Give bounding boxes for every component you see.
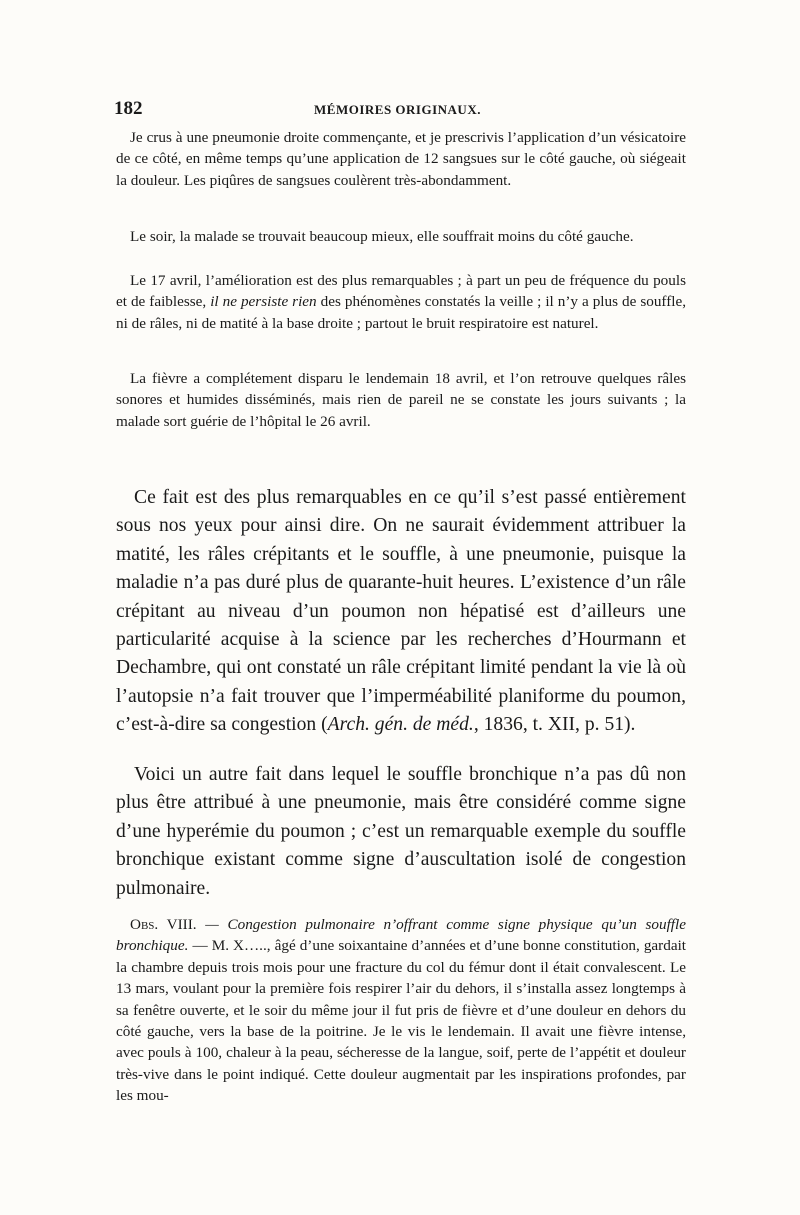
- paragraph-fever-gone: La fièvre a complétement disparu le lendemain 18 avril, et l’on retrouve quelques râles sonores et humides disséminés, mais rien de pareil ne se constate les jours suivants ; la malade sort guérie de l’hôpital le 26 avril.: [116, 370, 686, 430]
- page-number: 182: [114, 98, 143, 119]
- observation-label: Obs. VIII.: [130, 916, 197, 933]
- paragraph-april-17: [116, 270, 686, 334]
- paragraph-another-case: Voici un autre fait dans lequel le souffle bronchique n’a pas dû non plus être attribué à une pneumonie, mais être considéré comme signe d’une hyperémie du poumon ; c’est un remarquable exemple du souffle bronchique existant comme signe d’auscultation isolé de congestion pulmonaire.: [116, 764, 686, 899]
- paragraph-april-17-part-a: Le 17 avril, l’amélioration est des plus remarquables ; à part un peu de fréquence du pouls et de faiblesse,: [116, 272, 686, 311]
- paragraph-pneumonia-treatment: Je crus à une pneumonie droite commençante, et je prescrivis l’application d’un vésicatoire de ce côté, en même temps qu’une application de 12 sangsues sur le côté gauche, où siégeait la douleur. Les piqûres de sangsues coulèrent très-abondamment.: [116, 129, 686, 189]
- running-head: MÉMOIRES ORIGINAUX.: [314, 102, 481, 117]
- page-header: [114, 98, 684, 122]
- paragraph-april-17-part-b: des phénomènes constatés la veille ; il n’y a plus de souffle, ni de râles, ni de matité à la base droite ; partout le bruit respiratoire est naturel.: [116, 293, 687, 332]
- paragraph-commentary: [116, 484, 686, 740]
- paragraph-evening: Le soir, la malade se trouvait beaucoup mieux, elle souffrait moins du côté gauche.: [130, 228, 634, 245]
- paragraph-april-17-emphasis: il ne persiste rien: [210, 293, 317, 311]
- paragraph-commentary-part-a: Ce fait est des plus remarquables en ce qu’il s’est passé entièrement sous nos yeux pour ainsi dire. On ne saurait évidemment attribuer la matité, les râles crépitants et le souffle, à une pneumonie, puisque la maladie n’a pas duré plus de quarante-huit heures. L’existence d’un râle crépitant au niveau d’un poumon non hépatisé est d’ailleurs une particularité acquise à la science par les recherches d’Hourmann et Dechambre, qui ont constaté un râle crépitant limité pendant la vie là où l’autopsie n’a fait trouver que l’imperméabilité planiforme du poumon, c’est-à-dire sa congestion (: [116, 487, 686, 736]
- observation-body: — M. X….., âgé d’une soixantaine d’années et d’une bonne constitution, gardait la chambre depuis trois mois pour une fracture du col du fémur dont il était convalescent. Le 13 mars, voulant pour la première fois respirer l’air du dehors, il s’installa assez longtemps à sa fenêtre ouverte, et le soir du même jour il fut pris de fièvre et d’une douleur en dehors du côté gauche, vers la base de la poitrine. Je le vis le lendemain. Il avait une fièvre intense, avec pouls à 100, chaleur à la peau, sécheresse de la langue, soif, perte de l’appétit et douleur très-vive dans le point indiqué. Cette douleur augmentait par les inspirations profondes, par les mou-: [116, 937, 687, 1105]
- paragraph-commentary-part-b: , 1836, t. XII, p. 51).: [473, 714, 636, 736]
- observation-viii: [116, 914, 686, 1107]
- paragraph-commentary-citation: Arch. gén. de méd.: [327, 714, 474, 736]
- observation-title: — Congestion pulmonaire n’offrant comme signe physique qu’un souffle bronchique.: [116, 916, 686, 955]
